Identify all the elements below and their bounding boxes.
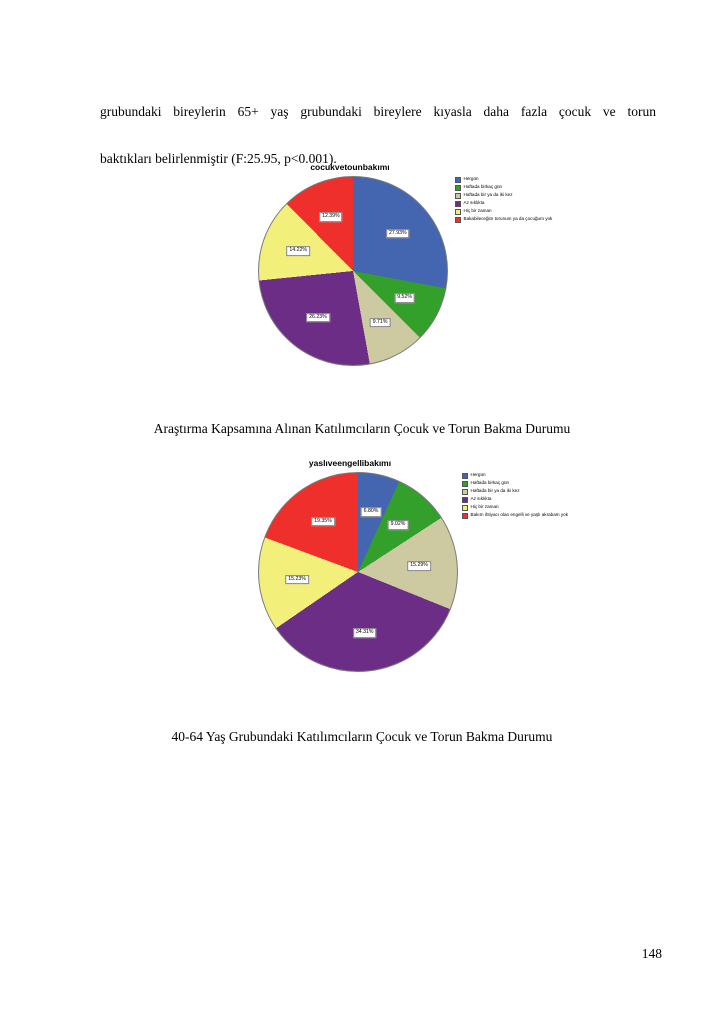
slice-label: 19.35%	[311, 517, 335, 527]
legend-item	[462, 496, 572, 503]
paragraph-line-2: baktıkları belirlenmiştir (F:25.95, p<0.001).	[100, 151, 337, 167]
legend-label: Bakabileceğim torunum ya da çocuğum yok	[463, 216, 553, 221]
legend-item	[462, 488, 572, 495]
slice-label: 34.31%	[353, 628, 377, 638]
slice-label: 6.80%	[361, 507, 382, 517]
legend-label: Hiç bir zaman	[470, 504, 499, 509]
slice-label: 9.52%	[394, 293, 415, 303]
legend-item	[462, 480, 572, 487]
legend-swatch-icon	[462, 505, 468, 511]
legend-label: Hiç bir zaman	[463, 208, 492, 213]
legend-swatch-icon	[462, 489, 468, 495]
legend-label: Bakım ihtiyacı olan engelli ve yaşlı akrabam yok	[470, 512, 569, 517]
legend-swatch-icon	[455, 193, 461, 199]
slice-label: 14.22%	[286, 246, 310, 256]
legend-item	[462, 512, 572, 519]
chart-2-pie	[258, 472, 458, 672]
legend-item	[455, 192, 559, 199]
slice-label: 9.71%	[370, 318, 391, 328]
legend-label: Hergün	[470, 472, 486, 477]
legend-item	[455, 184, 559, 191]
slice-label: 9.02%	[388, 521, 409, 531]
legend-swatch-icon	[455, 217, 461, 223]
paragraph-line-1: grubundaki bireylerin 65+ yaş grubundaki bireylere kıyasla daha fazla çocuk ve torun	[100, 104, 656, 119]
legend-swatch-icon	[462, 481, 468, 487]
legend-label: Haftada bir ya da iki kez	[463, 192, 513, 197]
slice-label: 26.23%	[306, 313, 330, 323]
slice-label: 12.39%	[319, 212, 343, 222]
chart-1-title: cocukvetounbakımı	[310, 162, 390, 172]
legend-label: Az sıklıkta	[463, 200, 485, 205]
page-number: 148	[641, 946, 662, 961]
legend-label: Haftada birkaç gün	[470, 480, 510, 485]
legend-label: Az sıklıkta	[470, 496, 492, 501]
legend-item	[455, 176, 559, 183]
chart-1-caption: Araştırma Kapsamına Alınan Katılımcıların Çocuk ve Torun Bakma Durumu	[153, 421, 571, 436]
chart-1-pie-area	[258, 176, 448, 366]
pie-chart-2	[240, 458, 569, 708]
legend-item	[455, 200, 559, 207]
legend-item	[462, 472, 572, 479]
chart-1-legend	[455, 176, 559, 224]
legend-label: Hergün	[463, 176, 479, 181]
slice-label: 15.29%	[407, 561, 431, 571]
legend-swatch-icon	[455, 177, 461, 183]
legend-item	[455, 208, 559, 215]
pie-chart-1	[240, 162, 560, 402]
legend-swatch-icon	[462, 497, 468, 503]
legend-label: Haftada birkaç gün	[463, 184, 503, 189]
legend-swatch-icon	[455, 209, 461, 215]
legend-swatch-icon	[455, 185, 461, 191]
chart-2-legend	[462, 472, 572, 520]
legend-label: Haftada bir ya da iki kez	[470, 488, 520, 493]
slice-label: 27.93%	[386, 229, 410, 239]
legend-item	[462, 504, 572, 511]
legend-swatch-icon	[462, 513, 468, 519]
chart-2-caption: 40-64 Yaş Grubundaki Katılımcıların Çocuk ve Torun Bakma Durumu	[171, 729, 553, 744]
legend-swatch-icon	[455, 201, 461, 207]
chart-2-pie-area	[258, 472, 458, 672]
legend-item	[455, 216, 559, 223]
chart-1-pie	[258, 176, 448, 366]
legend-swatch-icon	[462, 473, 468, 479]
chart-2-title: yaslıveengellibakımı	[308, 458, 392, 468]
body-paragraph	[100, 100, 656, 171]
slice-label: 15.23%	[285, 575, 309, 585]
